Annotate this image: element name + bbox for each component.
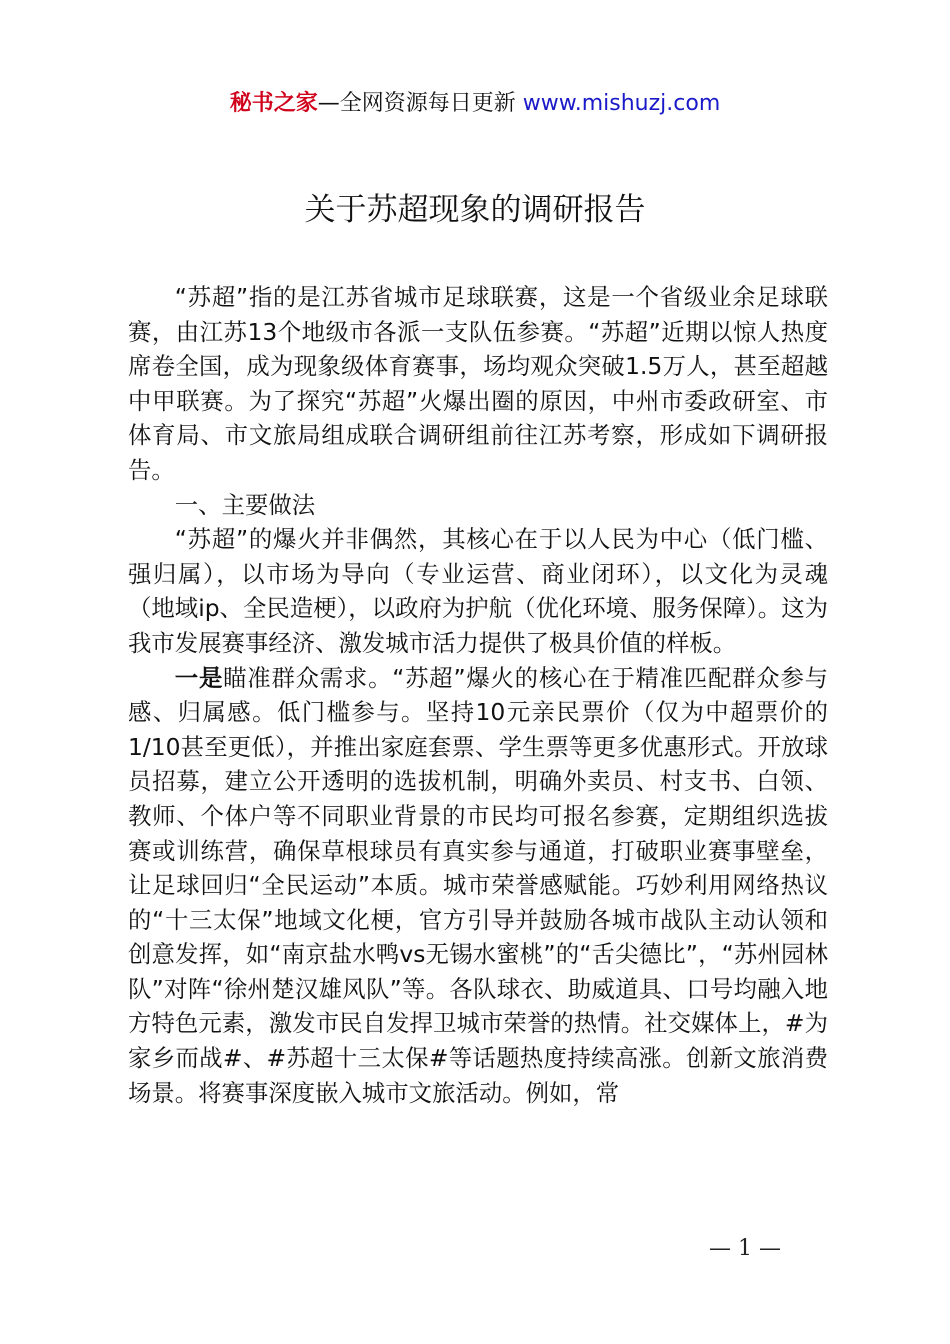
page-number: — 1 — [709, 1236, 781, 1261]
point-text: 瞄准群众需求。“苏超”爆火的核心在于精准匹配群众参与感、归属感。低门槛参与。坚持10元亲民票价（仅为中超票价的1/10甚至更低），并推出家庭套票、学生票等更多优惠形式。开放球员招募，建立公开透明的选拔机制，明确外卖员、村支书、白领、教师、个体户等不同职业背景的市民均可报名参赛，定期组织选拔赛或训练营，确保草根球员有真实参与通道，打破职业赛事壁垒，让足球回归“全民运动”本质。城市荣誉感赋能。巧妙利用网络热议的“十三太保”地域文化梗，官方引导并鼓励各城市战队主动认领和创意发挥，如“南京盐水鸭vs无锡水蜜桃”的“舌尖德比”，“苏州园林队”对阵“徐州楚汉雄风队”等。各队球衣、助威道具、口号均融入地方特色元素，激发市民自发捍卫城市荣誉的热情。社交媒体上，#为家乡而战#、#苏超十三太保#等话题热度持续高涨。创新文旅消费场景。将赛事深度嵌入城市文旅活动。例如，常 [128, 663, 829, 1107]
paragraph-intro: “苏超”指的是江苏省城市足球联赛，这是一个省级业余足球联赛，由江苏13个地级市各派一支队伍参赛。“苏超”近期以惊人热度席卷全国，成为现象级体育赛事，场均观众突破1.5万人，甚至超越中甲联赛。为了探究“苏超”火爆出圈的原因，中州市委政研室、市体育局、市文旅局组成联合调研组前往江苏考察，形成如下调研报告。 [128, 283, 828, 484]
site-url-link[interactable]: www.mishuzj.com [522, 91, 721, 116]
paragraph-summary: “苏超”的爆火并非偶然，其核心在于以人民为中心（低门槛、强归属），以市场为导向（专业运营、商业闭环），以文化为灵魂（地域ip、全民造梗），以政府为护航（优化环境、服务保障）。这为我市发展赛事经济、激发城市活力提供了极具价值的样板。 [128, 525, 828, 657]
document-body [128, 280, 828, 1110]
paragraph-point-one [128, 661, 828, 1111]
document-title: 关于苏超现象的调研报告 [304, 192, 646, 228]
section-heading: 一、主要做法 [174, 490, 316, 519]
header-slogan: —全网资源每日更新 [317, 91, 523, 116]
point-lead: 一是 [174, 663, 224, 692]
brand-name: 秘书之家 [229, 91, 318, 116]
site-header [0, 88, 950, 120]
